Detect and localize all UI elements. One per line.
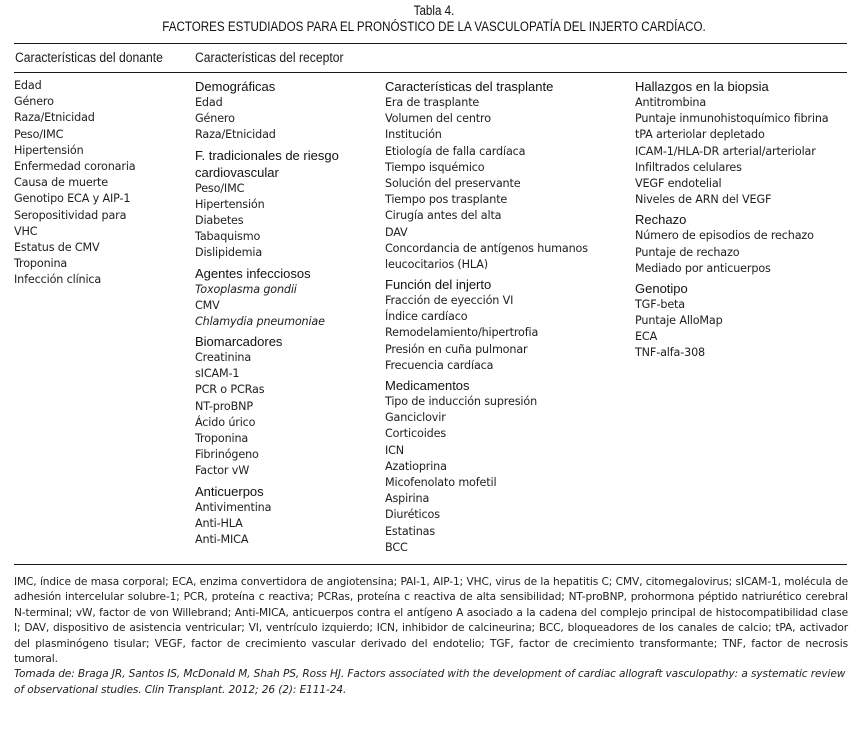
recipient-column-1 (195, 78, 339, 548)
list-item: Chlamydia pneumoniae (195, 314, 325, 328)
list-item: Raza/Etnicidad (195, 128, 276, 142)
header-recipient: Características del receptor (195, 50, 344, 65)
list-item: Puntaje inmunohistoquímico fibrina (635, 112, 829, 126)
list-item: TGF-beta (635, 297, 686, 311)
list-item: TNF-alfa-308 (635, 346, 706, 360)
list-item: ECA (635, 330, 658, 344)
section-heading: Hallazgos en la biopsia (635, 79, 769, 94)
list-item: Ácido úrico (195, 415, 256, 429)
list-item: Fracción de eyección VI (385, 294, 514, 308)
list-item: ICAM-1/HLA-DR arterial/arteriolar (635, 144, 816, 158)
list-item: Troponina (195, 432, 249, 445)
section-heading: Biomarcadores (195, 334, 283, 350)
list-item: Peso/IMC (14, 127, 64, 141)
list-item: Diuréticos (385, 508, 440, 522)
list-item: tPA arteriolar depletado (635, 128, 765, 142)
list-item: Número de episodios de rechazo (635, 229, 814, 243)
list-item: Institución (385, 128, 442, 142)
section-heading: Características del trasplante (385, 79, 554, 94)
list-item: Hipertensión (195, 197, 265, 211)
list-item: DAV (385, 225, 408, 239)
list-item: CMV (195, 298, 220, 312)
recipient-column-2 (385, 78, 588, 556)
list-item: Estatinas (385, 524, 436, 538)
list-item: Infiltrados celulares (635, 160, 742, 174)
list-item: Solución del preservante (385, 176, 521, 190)
table-number: Tabla 4. (413, 3, 455, 18)
list-item: Niveles de ARN del VEGF (635, 193, 772, 207)
list-item: Hipertensión (14, 143, 84, 157)
list-item: Antitrombina (635, 96, 707, 109)
list-item: Tiempo isquémico (385, 160, 485, 174)
list-item: Diabetes (195, 213, 244, 227)
list-item: Tipo de inducción supresión (385, 395, 538, 408)
list-item: Tabaquismo (195, 230, 261, 244)
list-item: Causa de muerte (14, 176, 109, 190)
list-item: Antivimentina (195, 500, 272, 514)
list-item: sICAM-1 (195, 367, 240, 381)
list-item: Era de trasplante (385, 96, 480, 109)
list-item: Micofenolato mofetil (385, 475, 497, 489)
list-item: Creatinina (195, 351, 252, 365)
section-heading: Medicamentos (385, 378, 470, 393)
section-heading: cardiovascular (195, 164, 279, 180)
section-heading: Rechazo (635, 212, 687, 228)
list-item: NT-proBNP (195, 399, 253, 413)
list-item: Presión en cuña pulmonar (385, 342, 528, 356)
list-item: Genotipo ECA y AIP-1 (14, 192, 131, 206)
list-item: Índice cardíaco (385, 310, 468, 324)
recipient-column-3 (635, 78, 828, 362)
list-item: Corticoides (385, 427, 447, 441)
list-item: leucocitarios (HLA) (385, 257, 488, 271)
list-item: Remodelamiento/hipertrofia (385, 326, 539, 340)
list-item: Mediado por anticuerpos (635, 261, 771, 275)
bottom-rule (14, 564, 847, 565)
list-item: Género (14, 95, 54, 109)
list-item: Peso/IMC (195, 181, 245, 195)
table-title: FACTORES ESTUDIADOS PARA EL PRONÓSTICO DE LA VASCULOPATÍA DEL INJERTO CARDÍACO. (162, 19, 706, 34)
section-heading: Agentes infecciosos (195, 265, 311, 281)
header-donor: Características del donante (15, 50, 163, 65)
list-item: VHC (14, 224, 38, 238)
list-item: Fibrinógeno (195, 448, 259, 462)
list-item: ICN (385, 443, 405, 457)
list-item: Concordancia de antígenos humanos (385, 241, 588, 255)
list-item: Dislipidemia (195, 246, 263, 260)
list-item: Enfermedad coronaria (14, 159, 136, 173)
list-item: Puntaje AlloMap (635, 314, 723, 328)
list-item: Puntaje de rechazo (635, 245, 740, 259)
list-item: Edad (14, 79, 42, 92)
list-item: Seropositividad para (14, 208, 127, 222)
top-rule (14, 43, 847, 44)
source-citation: Tomada de: Braga JR, Santos IS, McDonald M, Shah PS, Ross HJ. Factors associated with the development of cardiac allograft vasculopathy: a systematic review of observational studies. Clin Transplant. 2012; 26 (2): E111-24. (14, 668, 846, 696)
list-item: Frecuencia cardíaca (385, 358, 494, 372)
list-item: Toxoplasma gondii (195, 282, 297, 296)
list-item: BCC (385, 540, 408, 554)
list-item: Troponina (14, 257, 68, 271)
list-item: Anti-HLA (195, 516, 243, 530)
list-item: VEGF endotelial (635, 176, 722, 190)
list-item: Ganciclovir (385, 411, 446, 425)
list-item: Azatioprina (385, 459, 447, 473)
list-item: Cirugía antes del alta (385, 209, 502, 223)
list-item: Etiología de falla cardíaca (385, 144, 526, 158)
list-item: Factor vW (195, 464, 250, 478)
section-heading: Demográficas (195, 79, 276, 94)
list-item: Aspirina (385, 492, 430, 506)
header-rule (14, 72, 847, 73)
list-item: Infección clínica (14, 273, 102, 287)
list-item: Estatus de CMV (14, 240, 100, 254)
abbreviations-note: IMC, índice de masa corporal; ECA, enzima convertidora de angiotensina; PAI-1, AIP-1; VHC, virus de la hepatitis C; CMV, citomegalovirus; sICAM-1, molécula de adhesión intercelular solubre-1; PCR, proteína c reactiva; PCRas, proteína c reactiva de alta sensibilidad; NT-proBNP, prohormona péptido natriurético cerebral N-terminal; vW, factor de von Willebrand; Anti-MICA, anticuerpos contra el antígeno A asociado a la cadena del complejo principal de histocompatibilidad clase I; DAV, dispositivo de asistencia ventricular; VI, ventrículo izquierdo; ICN, inhibidor de calcineurina; BCC, bloqueadores de los canales de calcio; tPA, activador del plasminógeno tisular; VEGF, factor de crecimiento vascular derivado del endotelio; TGF, factor de crecimiento transformante; TNF, factor de necrosis tumoral. (14, 576, 848, 666)
list-item: Raza/Etnicidad (14, 111, 95, 125)
section-heading: Anticuerpos (195, 483, 264, 499)
donor-column (14, 78, 135, 288)
section-heading: Genotipo (635, 280, 688, 296)
list-item: Tiempo pos trasplante (385, 193, 508, 207)
section-heading: F. tradicionales de riesgo (195, 147, 339, 163)
list-item: Anti-MICA (195, 532, 249, 546)
list-item: PCR o PCRas (195, 383, 265, 397)
list-item: Género (195, 112, 235, 126)
footnotes (14, 575, 848, 698)
section-heading: Función del injerto (385, 277, 492, 293)
list-item: Volumen del centro (385, 112, 491, 126)
list-item: Edad (195, 96, 223, 109)
